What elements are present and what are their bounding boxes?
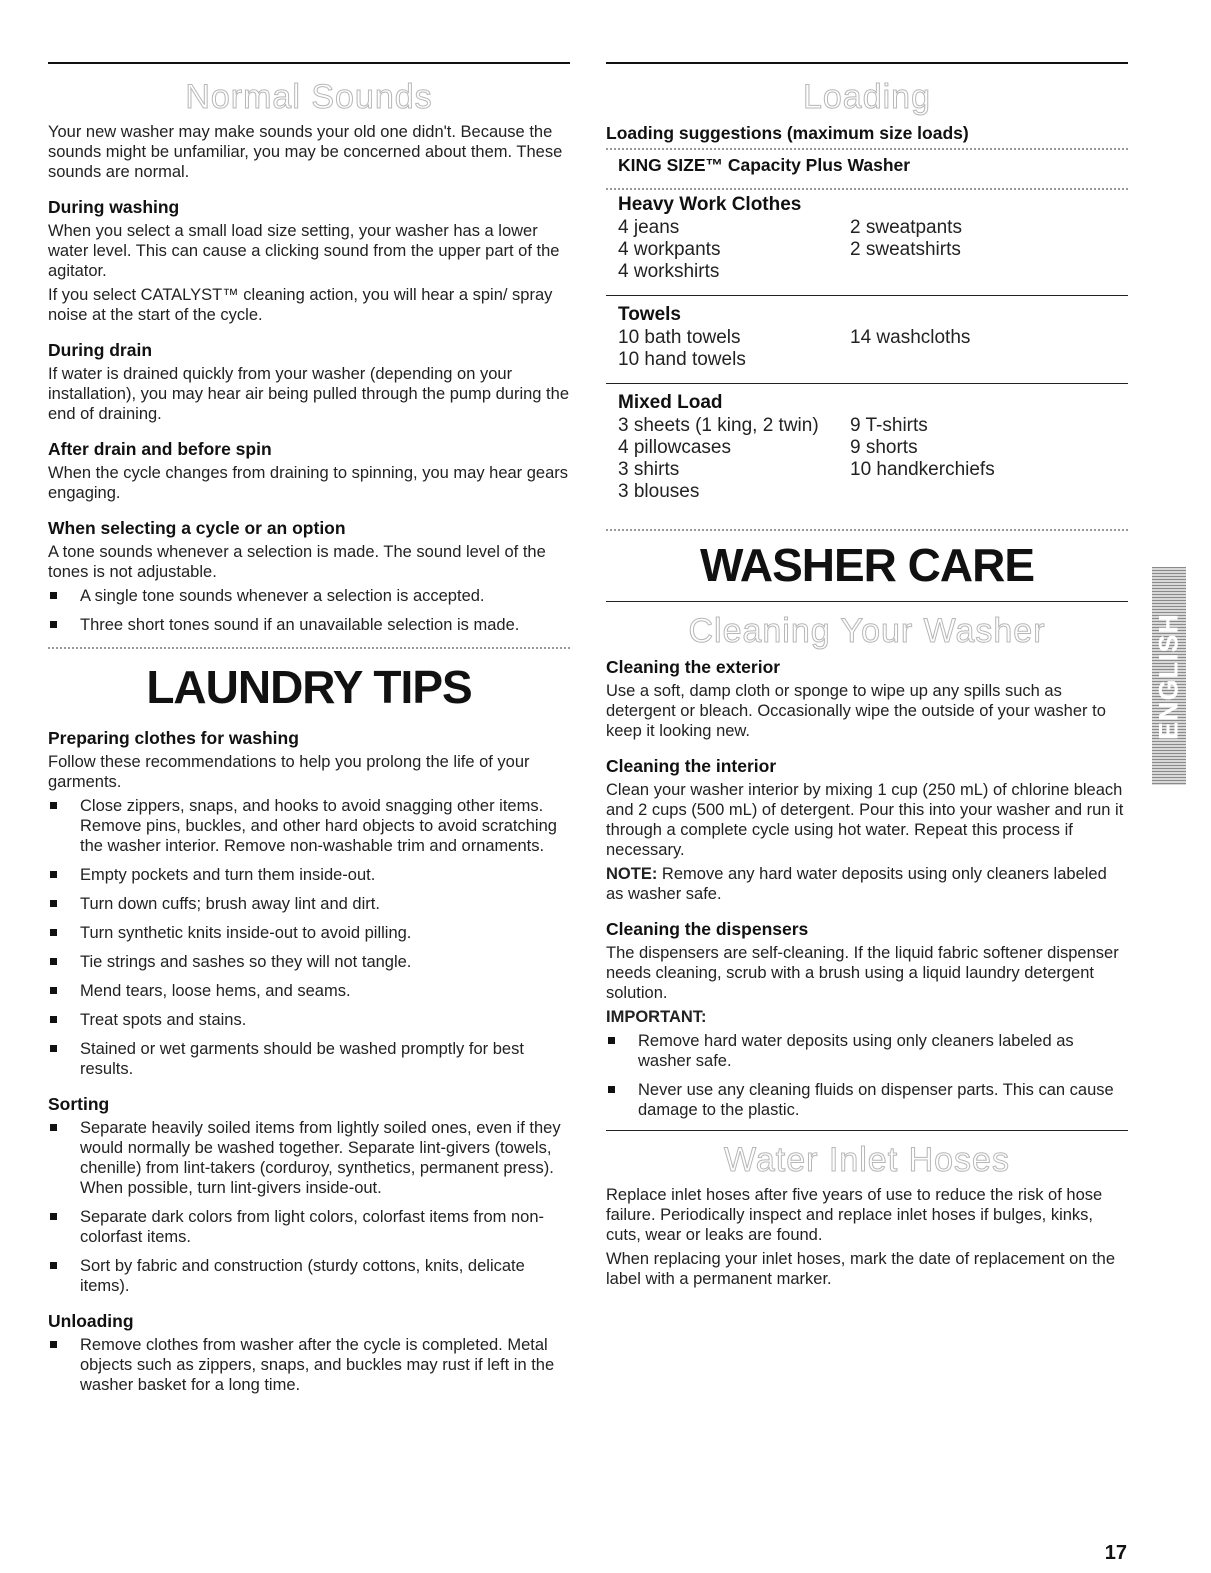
bullet-icon	[50, 1045, 57, 1052]
selecting-p1: A tone sounds whenever a selection is made. The sound level of the tones is not adjustable.	[48, 543, 546, 581]
load-row: 3 shirts 10 handkerchiefs	[618, 459, 995, 480]
bullet-icon	[50, 802, 57, 809]
page-number: 17	[1104, 1542, 1127, 1564]
section-title-normal-sounds: Normal Sounds	[185, 78, 433, 116]
divider	[606, 383, 1128, 384]
list-item: A single tone sounds whenever a selection is accepted.	[48, 586, 570, 606]
dispensers-list	[606, 1031, 1128, 1120]
bullet-icon	[50, 1341, 57, 1348]
divider	[606, 601, 1128, 602]
during-washing-p2: If you select CATALYST™ cleaning action, you will hear a spin/ spray noise at the start of the cycle.	[48, 286, 553, 324]
load-row: 10 bath towels 14 washcloths	[618, 327, 971, 348]
heading-cleaning-exterior: Cleaning the exterior	[606, 657, 781, 677]
load-row: 10 hand towels	[618, 349, 746, 370]
important-label: IMPORTANT:	[606, 1008, 707, 1026]
heading-cleaning-dispensers: Cleaning the dispensers	[606, 919, 809, 939]
bullet-icon	[50, 621, 57, 628]
heading-preparing: Preparing clothes for washing	[48, 728, 299, 748]
preparing-list	[48, 796, 570, 1079]
hoses-p2: When replacing your inlet hoses, mark the date of replacement on the label with a permanent marker.	[606, 1250, 1116, 1288]
list-item: Separate dark colors from light colors, colorfast items from non-colorfast items.	[48, 1207, 570, 1247]
list-item: Never use any cleaning fluids on dispenser parts. This can cause damage to the plastic.	[606, 1080, 1128, 1120]
divider	[606, 1130, 1128, 1131]
load-row: 4 workshirts	[618, 261, 720, 282]
selecting-list	[48, 586, 570, 635]
heading-after-drain: After drain and before spin	[48, 439, 272, 459]
top-rule	[48, 62, 570, 64]
list-item: Close zippers, snaps, and hooks to avoid snagging other items. Remove pins, buckles, and other hard objects to avoid scratching the washer interior. Remove non-washable trim and ornaments.	[48, 796, 570, 856]
list-item: Mend tears, loose hems, and seams.	[48, 981, 570, 1001]
during-drain-p1: If water is drained quickly from your washer (depending on your installation), you may hear air being pulled through the pump during the end of draining.	[48, 365, 569, 423]
bullet-icon	[50, 900, 57, 907]
language-side-tab: ENGLISH	[1152, 567, 1186, 785]
right-column	[606, 62, 1128, 1293]
normal-sounds-intro: Your new washer may make sounds your old one didn't. Because the sounds might be unfamiliar, you may be concerned about them. These sounds are normal.	[48, 123, 563, 181]
divider	[606, 529, 1128, 531]
list-item: Stained or wet garments should be washed promptly for best results.	[48, 1039, 570, 1079]
load-group-title: Mixed Load	[618, 392, 723, 413]
load-row: 4 pillowcases 9 shorts	[618, 437, 918, 458]
load-row: 3 sheets (1 king, 2 twin) 9 T-shirts	[618, 415, 928, 436]
load-row: 4 workpants 2 sweatshirts	[618, 239, 961, 260]
divider	[606, 295, 1128, 296]
interior-p1: Clean your washer interior by mixing 1 cup (250 mL) of chlorine bleach and 2 cups (500 mL) of detergent. Pour this into your washer and run it through a complete cycle using hot water. Repeat this process if necessary.	[606, 781, 1124, 859]
list-item: Turn synthetic knits inside-out to avoid pilling.	[48, 923, 570, 943]
divider	[606, 188, 1128, 190]
unloading-list	[48, 1335, 570, 1395]
bullet-icon	[50, 592, 57, 599]
load-group-towels	[606, 304, 1128, 371]
list-item: Remove clothes from washer after the cycle is completed. Metal objects such as zippers, snaps, and buckles may rust if left in the washer basket for a long time.	[48, 1335, 570, 1395]
bullet-icon	[50, 929, 57, 936]
exterior-p1: Use a soft, damp cloth or sponge to wipe up any spills such as detergent or bleach. Occasionally wipe the outside of your washer to keep it looking new.	[606, 682, 1106, 740]
heading-sorting: Sorting	[48, 1094, 110, 1114]
bullet-icon	[50, 1016, 57, 1023]
section-title-cleaning: Cleaning Your Washer	[688, 612, 1046, 650]
hoses-p1: Replace inlet hoses after five years of use to reduce the risk of hose failure. Periodically inspect and replace inlet hoses if bulges, kinks, cuts, wear or leaks are found.	[606, 1186, 1103, 1244]
load-group-title: Heavy Work Clothes	[618, 194, 802, 215]
heading-cleaning-interior: Cleaning the interior	[606, 756, 777, 776]
heading-during-washing: During washing	[48, 197, 180, 217]
load-group-title: Towels	[618, 304, 681, 325]
list-item: Remove hard water deposits using only cleaners labeled as washer safe.	[606, 1031, 1128, 1071]
during-washing-p1: When you select a small load size setting, your washer has a lower water level. This can cause a clicking sound from the upper part of the agitator.	[48, 222, 560, 280]
top-rule	[606, 62, 1128, 64]
bullet-icon	[50, 1124, 57, 1131]
heading-during-drain: During drain	[48, 340, 153, 360]
heading-unloading: Unloading	[48, 1311, 134, 1331]
load-group-mixed	[606, 392, 1128, 503]
washer-model: KING SIZE™ Capacity Plus Washer	[618, 155, 911, 175]
left-column	[48, 62, 570, 1404]
list-item: Turn down cuffs; brush away lint and dirt.	[48, 894, 570, 914]
list-item: Empty pockets and turn them inside-out.	[48, 865, 570, 885]
list-item: Three short tones sound if an unavailable selection is made.	[48, 615, 570, 635]
section-title-inlet-hoses: Water Inlet Hoses	[724, 1141, 1010, 1179]
bullet-icon	[50, 958, 57, 965]
bullet-icon	[50, 1213, 57, 1220]
bullet-icon	[50, 1262, 57, 1269]
heading-selecting-cycle: When selecting a cycle or an option	[48, 518, 346, 538]
divider	[606, 148, 1128, 150]
after-drain-p1: When the cycle changes from draining to spinning, you may hear gears engaging.	[48, 464, 569, 502]
list-item: Separate heavily soiled items from lightly soiled ones, even if they would normally be washed together. Separate lint-givers (towels, chenille) from lint-takers (corduroy, synthetics, permanent press). When possible, turn lint-givers inside-out.	[48, 1118, 570, 1198]
bullet-icon	[608, 1037, 615, 1044]
bullet-icon	[50, 871, 57, 878]
heading-laundry-tips: LAUNDRY TIPS	[146, 661, 472, 713]
loading-suggestions-heading: Loading suggestions (maximum size loads)	[606, 123, 969, 143]
bullet-icon	[608, 1086, 615, 1093]
list-item: Tie strings and sashes so they will not tangle.	[48, 952, 570, 972]
heading-washer-care: WASHER CARE	[699, 539, 1035, 591]
section-title-loading: Loading	[802, 78, 931, 116]
bullet-icon	[50, 987, 57, 994]
load-group-heavy-work	[606, 194, 1128, 283]
load-row: 4 jeans 2 sweatpants	[618, 217, 962, 238]
sorting-list	[48, 1118, 570, 1296]
interior-note: NOTE: Remove any hard water deposits using only cleaners labeled as washer safe.	[606, 865, 1107, 903]
divider	[48, 647, 570, 649]
load-row: 3 blouses	[618, 481, 700, 502]
dispensers-p1: The dispensers are self-cleaning. If the liquid fabric softener dispenser needs cleaning, scrub with a brush using a liquid laundry detergent solution.	[606, 944, 1119, 1002]
list-item: Sort by fabric and construction (sturdy cottons, knits, delicate items).	[48, 1256, 570, 1296]
list-item: Treat spots and stains.	[48, 1010, 570, 1030]
preparing-intro: Follow these recommendations to help you prolong the life of your garments.	[48, 753, 530, 791]
